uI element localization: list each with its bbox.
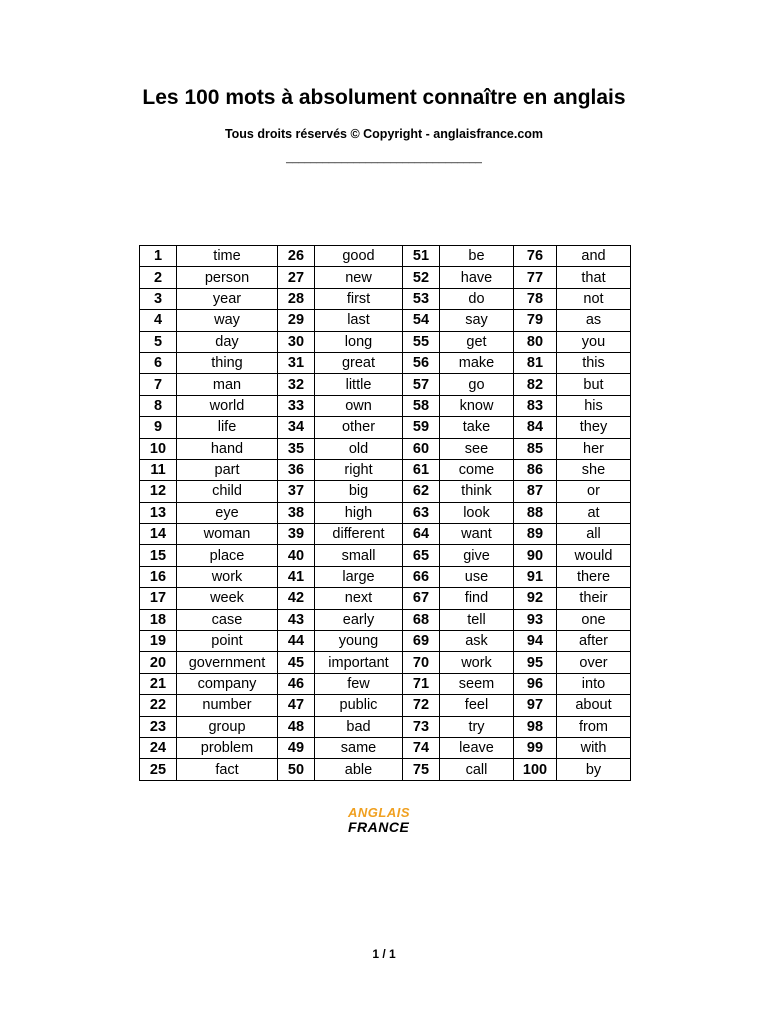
word-cell: leave bbox=[440, 737, 514, 758]
word-cell: have bbox=[440, 267, 514, 288]
word-cell: few bbox=[315, 673, 403, 694]
table-row bbox=[140, 417, 631, 438]
word-cell: child bbox=[177, 481, 278, 502]
word-cell: week bbox=[177, 588, 278, 609]
word-number: 48 bbox=[278, 716, 315, 737]
word-cell: feel bbox=[440, 695, 514, 716]
word-cell: problem bbox=[177, 737, 278, 758]
word-number: 74 bbox=[403, 737, 440, 758]
word-number: 97 bbox=[514, 695, 557, 716]
word-number: 51 bbox=[403, 246, 440, 267]
word-cell: take bbox=[440, 417, 514, 438]
word-cell: look bbox=[440, 502, 514, 523]
word-cell: call bbox=[440, 759, 514, 780]
word-cell: she bbox=[557, 459, 631, 480]
word-number: 35 bbox=[278, 438, 315, 459]
word-number: 12 bbox=[140, 481, 177, 502]
word-cell: there bbox=[557, 566, 631, 587]
word-cell: one bbox=[557, 609, 631, 630]
word-number: 71 bbox=[403, 673, 440, 694]
word-cell: that bbox=[557, 267, 631, 288]
word-number: 8 bbox=[140, 395, 177, 416]
word-cell: day bbox=[177, 331, 278, 352]
word-number: 54 bbox=[403, 310, 440, 331]
word-number: 32 bbox=[278, 374, 315, 395]
table-row bbox=[140, 737, 631, 758]
word-number: 41 bbox=[278, 566, 315, 587]
table-row bbox=[140, 481, 631, 502]
table-row bbox=[140, 352, 631, 373]
word-cell: seem bbox=[440, 673, 514, 694]
word-number: 73 bbox=[403, 716, 440, 737]
logo-line-france: FRANCE bbox=[348, 819, 410, 835]
word-cell: hand bbox=[177, 438, 278, 459]
word-number: 90 bbox=[514, 545, 557, 566]
word-number: 59 bbox=[403, 417, 440, 438]
word-number: 83 bbox=[514, 395, 557, 416]
word-cell: say bbox=[440, 310, 514, 331]
word-number: 39 bbox=[278, 524, 315, 545]
word-number: 93 bbox=[514, 609, 557, 630]
word-number: 86 bbox=[514, 459, 557, 480]
word-number: 72 bbox=[403, 695, 440, 716]
word-cell: point bbox=[177, 631, 278, 652]
word-number: 40 bbox=[278, 545, 315, 566]
word-number: 78 bbox=[514, 288, 557, 309]
word-number: 62 bbox=[403, 481, 440, 502]
table-row bbox=[140, 716, 631, 737]
word-number: 25 bbox=[140, 759, 177, 780]
word-cell: or bbox=[557, 481, 631, 502]
word-cell: different bbox=[315, 524, 403, 545]
word-number: 50 bbox=[278, 759, 315, 780]
word-number: 31 bbox=[278, 352, 315, 373]
word-cell: public bbox=[315, 695, 403, 716]
word-number: 49 bbox=[278, 737, 315, 758]
word-number: 29 bbox=[278, 310, 315, 331]
table-row bbox=[140, 459, 631, 480]
word-cell: would bbox=[557, 545, 631, 566]
word-cell: make bbox=[440, 352, 514, 373]
table-row bbox=[140, 267, 631, 288]
word-number: 43 bbox=[278, 609, 315, 630]
word-number: 30 bbox=[278, 331, 315, 352]
word-cell: small bbox=[315, 545, 403, 566]
word-cell: over bbox=[557, 652, 631, 673]
word-number: 88 bbox=[514, 502, 557, 523]
word-cell: this bbox=[557, 352, 631, 373]
word-cell: be bbox=[440, 246, 514, 267]
word-cell: person bbox=[177, 267, 278, 288]
logo-line-anglais: ANGLAIS bbox=[348, 805, 410, 820]
word-cell: use bbox=[440, 566, 514, 587]
word-number: 91 bbox=[514, 566, 557, 587]
word-cell: work bbox=[177, 566, 278, 587]
word-number: 52 bbox=[403, 267, 440, 288]
word-cell: first bbox=[315, 288, 403, 309]
word-cell: from bbox=[557, 716, 631, 737]
word-cell: work bbox=[440, 652, 514, 673]
word-cell: large bbox=[315, 566, 403, 587]
word-number: 96 bbox=[514, 673, 557, 694]
word-cell: government bbox=[177, 652, 278, 673]
word-number: 27 bbox=[278, 267, 315, 288]
word-cell: great bbox=[315, 352, 403, 373]
word-cell: bad bbox=[315, 716, 403, 737]
table-row bbox=[140, 631, 631, 652]
word-number: 19 bbox=[140, 631, 177, 652]
word-number: 46 bbox=[278, 673, 315, 694]
word-number: 7 bbox=[140, 374, 177, 395]
words-table bbox=[139, 245, 631, 781]
word-number: 44 bbox=[278, 631, 315, 652]
word-number: 82 bbox=[514, 374, 557, 395]
table-row bbox=[140, 246, 631, 267]
word-cell: high bbox=[315, 502, 403, 523]
word-number: 10 bbox=[140, 438, 177, 459]
word-number: 22 bbox=[140, 695, 177, 716]
table-row bbox=[140, 524, 631, 545]
word-cell: see bbox=[440, 438, 514, 459]
word-number: 53 bbox=[403, 288, 440, 309]
word-number: 55 bbox=[403, 331, 440, 352]
word-number: 33 bbox=[278, 395, 315, 416]
word-cell: you bbox=[557, 331, 631, 352]
word-number: 84 bbox=[514, 417, 557, 438]
word-cell: by bbox=[557, 759, 631, 780]
word-cell: woman bbox=[177, 524, 278, 545]
table-row bbox=[140, 438, 631, 459]
word-cell: own bbox=[315, 395, 403, 416]
word-number: 61 bbox=[403, 459, 440, 480]
table-row bbox=[140, 331, 631, 352]
table-row bbox=[140, 652, 631, 673]
word-cell: give bbox=[440, 545, 514, 566]
word-cell: do bbox=[440, 288, 514, 309]
word-cell: group bbox=[177, 716, 278, 737]
word-number: 1 bbox=[140, 246, 177, 267]
word-cell: time bbox=[177, 246, 278, 267]
word-number: 79 bbox=[514, 310, 557, 331]
word-cell: case bbox=[177, 609, 278, 630]
word-number: 66 bbox=[403, 566, 440, 587]
word-cell: next bbox=[315, 588, 403, 609]
word-cell: ask bbox=[440, 631, 514, 652]
word-cell: place bbox=[177, 545, 278, 566]
word-cell: life bbox=[177, 417, 278, 438]
word-number: 37 bbox=[278, 481, 315, 502]
word-cell: find bbox=[440, 588, 514, 609]
word-cell: thing bbox=[177, 352, 278, 373]
table-row bbox=[140, 609, 631, 630]
word-number: 3 bbox=[140, 288, 177, 309]
word-number: 20 bbox=[140, 652, 177, 673]
word-cell: as bbox=[557, 310, 631, 331]
table-row bbox=[140, 545, 631, 566]
word-number: 47 bbox=[278, 695, 315, 716]
table-row bbox=[140, 759, 631, 780]
table-row bbox=[140, 588, 631, 609]
word-cell: think bbox=[440, 481, 514, 502]
word-number: 34 bbox=[278, 417, 315, 438]
word-number: 85 bbox=[514, 438, 557, 459]
word-cell: important bbox=[315, 652, 403, 673]
word-cell: other bbox=[315, 417, 403, 438]
word-number: 5 bbox=[140, 331, 177, 352]
word-number: 6 bbox=[140, 352, 177, 373]
word-number: 68 bbox=[403, 609, 440, 630]
word-cell: come bbox=[440, 459, 514, 480]
word-cell: fact bbox=[177, 759, 278, 780]
table-row bbox=[140, 695, 631, 716]
word-number: 11 bbox=[140, 459, 177, 480]
word-cell: they bbox=[557, 417, 631, 438]
word-number: 76 bbox=[514, 246, 557, 267]
word-number: 60 bbox=[403, 438, 440, 459]
word-cell: try bbox=[440, 716, 514, 737]
word-number: 38 bbox=[278, 502, 315, 523]
word-cell: and bbox=[557, 246, 631, 267]
table-row bbox=[140, 566, 631, 587]
word-cell: early bbox=[315, 609, 403, 630]
word-number: 65 bbox=[403, 545, 440, 566]
word-cell: her bbox=[557, 438, 631, 459]
word-cell: old bbox=[315, 438, 403, 459]
word-cell: at bbox=[557, 502, 631, 523]
word-cell: big bbox=[315, 481, 403, 502]
word-cell: man bbox=[177, 374, 278, 395]
word-cell: world bbox=[177, 395, 278, 416]
word-number: 67 bbox=[403, 588, 440, 609]
word-cell: way bbox=[177, 310, 278, 331]
table-row bbox=[140, 673, 631, 694]
word-number: 80 bbox=[514, 331, 557, 352]
word-number: 100 bbox=[514, 759, 557, 780]
word-cell: part bbox=[177, 459, 278, 480]
word-number: 99 bbox=[514, 737, 557, 758]
word-number: 2 bbox=[140, 267, 177, 288]
word-cell: get bbox=[440, 331, 514, 352]
table-row bbox=[140, 502, 631, 523]
word-number: 15 bbox=[140, 545, 177, 566]
word-number: 28 bbox=[278, 288, 315, 309]
word-number: 36 bbox=[278, 459, 315, 480]
table-row bbox=[140, 374, 631, 395]
word-number: 26 bbox=[278, 246, 315, 267]
word-number: 17 bbox=[140, 588, 177, 609]
page-title: Les 100 mots à absolument connaître en anglais bbox=[142, 86, 626, 109]
word-cell: long bbox=[315, 331, 403, 352]
word-number: 94 bbox=[514, 631, 557, 652]
word-number: 75 bbox=[403, 759, 440, 780]
word-number: 14 bbox=[140, 524, 177, 545]
table-row bbox=[140, 288, 631, 309]
word-number: 16 bbox=[140, 566, 177, 587]
anglais-france-logo bbox=[348, 806, 420, 834]
word-number: 13 bbox=[140, 502, 177, 523]
copyright-subtitle: Tous droits réservés © Copyright - anglaisfrance.com bbox=[224, 127, 544, 141]
word-cell: company bbox=[177, 673, 278, 694]
word-cell: good bbox=[315, 246, 403, 267]
word-number: 23 bbox=[140, 716, 177, 737]
word-cell: last bbox=[315, 310, 403, 331]
word-cell: but bbox=[557, 374, 631, 395]
word-number: 92 bbox=[514, 588, 557, 609]
word-cell: not bbox=[557, 288, 631, 309]
word-cell: after bbox=[557, 631, 631, 652]
word-cell: his bbox=[557, 395, 631, 416]
word-cell: know bbox=[440, 395, 514, 416]
word-number: 56 bbox=[403, 352, 440, 373]
words-table-body bbox=[140, 246, 631, 781]
word-number: 45 bbox=[278, 652, 315, 673]
word-number: 87 bbox=[514, 481, 557, 502]
word-cell: all bbox=[557, 524, 631, 545]
word-number: 81 bbox=[514, 352, 557, 373]
table-row bbox=[140, 310, 631, 331]
word-cell: want bbox=[440, 524, 514, 545]
word-number: 69 bbox=[403, 631, 440, 652]
word-number: 89 bbox=[514, 524, 557, 545]
separator-line: ________________________________ bbox=[286, 152, 482, 164]
word-cell: new bbox=[315, 267, 403, 288]
word-cell: about bbox=[557, 695, 631, 716]
page-number: 1 / 1 bbox=[372, 947, 396, 961]
word-cell: eye bbox=[177, 502, 278, 523]
word-number: 58 bbox=[403, 395, 440, 416]
word-cell: with bbox=[557, 737, 631, 758]
word-cell: go bbox=[440, 374, 514, 395]
word-cell: their bbox=[557, 588, 631, 609]
word-number: 64 bbox=[403, 524, 440, 545]
table-row bbox=[140, 395, 631, 416]
word-number: 70 bbox=[403, 652, 440, 673]
word-number: 77 bbox=[514, 267, 557, 288]
word-cell: number bbox=[177, 695, 278, 716]
word-cell: same bbox=[315, 737, 403, 758]
word-cell: into bbox=[557, 673, 631, 694]
word-number: 24 bbox=[140, 737, 177, 758]
word-number: 42 bbox=[278, 588, 315, 609]
word-number: 4 bbox=[140, 310, 177, 331]
word-cell: tell bbox=[440, 609, 514, 630]
word-number: 95 bbox=[514, 652, 557, 673]
word-number: 57 bbox=[403, 374, 440, 395]
word-cell: right bbox=[315, 459, 403, 480]
word-cell: little bbox=[315, 374, 403, 395]
word-cell: year bbox=[177, 288, 278, 309]
word-number: 98 bbox=[514, 716, 557, 737]
word-number: 18 bbox=[140, 609, 177, 630]
word-cell: young bbox=[315, 631, 403, 652]
word-number: 21 bbox=[140, 673, 177, 694]
word-number: 9 bbox=[140, 417, 177, 438]
word-number: 63 bbox=[403, 502, 440, 523]
word-cell: able bbox=[315, 759, 403, 780]
